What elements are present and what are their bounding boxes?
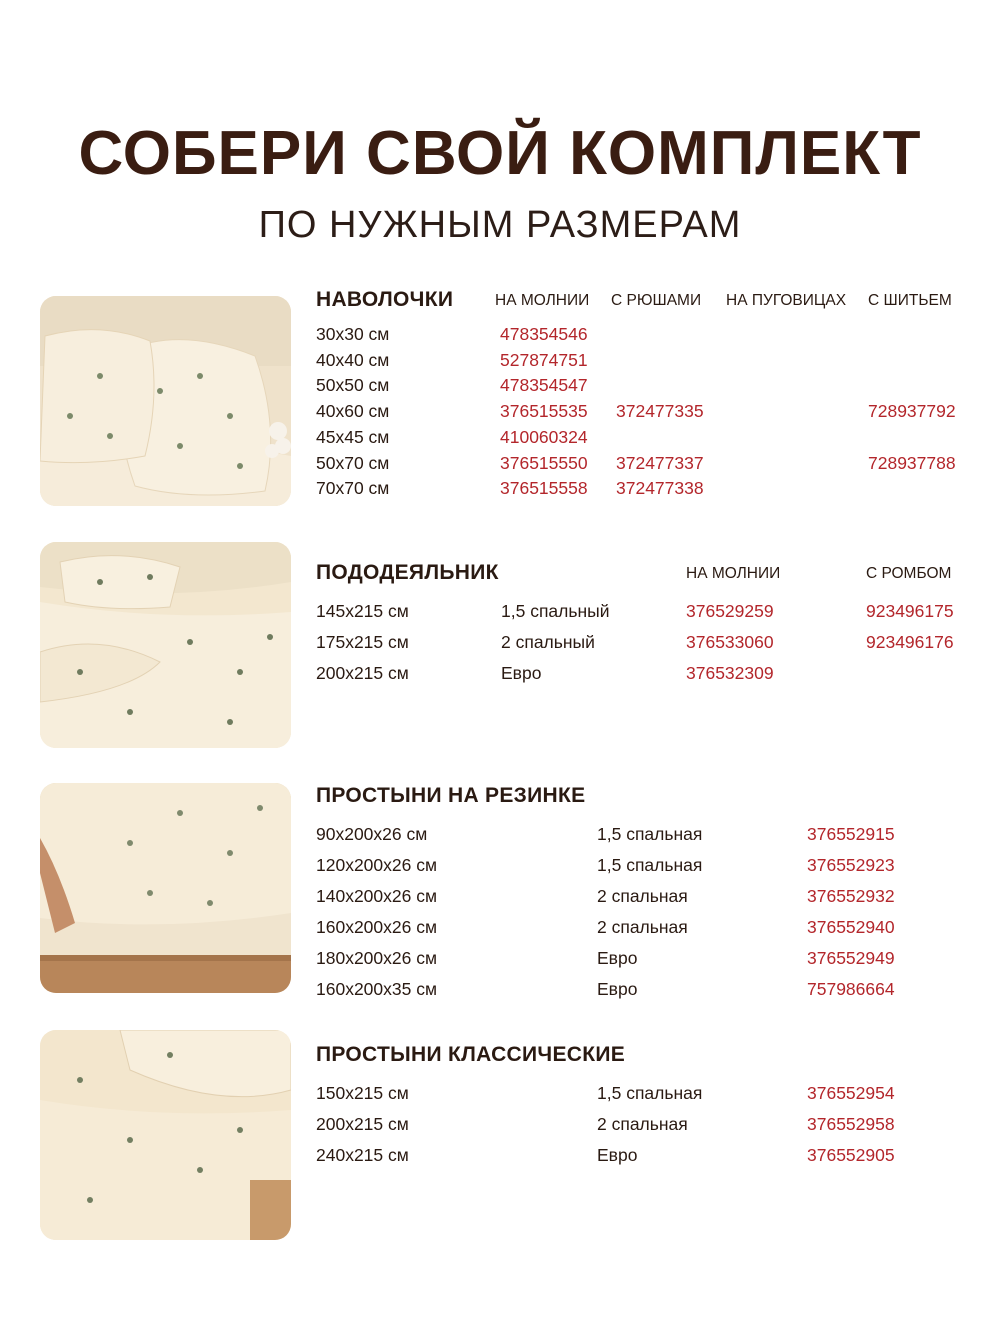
duvet-photo <box>40 542 291 748</box>
size-cell: 50х70 см <box>316 452 390 473</box>
article-code: 372477337 <box>616 452 704 473</box>
article-code: 376552958 <box>807 1114 895 1134</box>
column-header: НА МОЛНИИ <box>686 565 781 582</box>
size-cell: 30х30 см <box>316 324 390 344</box>
article-code: 923496175 <box>866 601 954 621</box>
size-cell: 120х200х26 см <box>316 855 438 875</box>
article-code: 376515535 <box>500 401 588 422</box>
article-code: 376552954 <box>807 1083 895 1103</box>
size-cell: 160х200х35 см <box>316 979 438 999</box>
size-cell: 90х200х26 см <box>316 824 428 844</box>
article-code: 372477338 <box>616 478 704 499</box>
size-cell: 140х200х26 см <box>316 886 438 906</box>
bed-type-cell: Евро <box>501 663 542 683</box>
column-header: С РОМБОМ <box>866 565 952 582</box>
size-cell: 240х215 см <box>316 1145 409 1165</box>
bed-type-cell: 1,5 спальная <box>597 824 703 844</box>
article-code: 923496176 <box>866 632 954 652</box>
section-title: ПРОСТЫНИ НА РЕЗИНКЕ <box>316 784 586 807</box>
column-header: С РЮШАМИ <box>611 292 702 309</box>
article-code: 376533060 <box>686 632 774 652</box>
article-code: 376552905 <box>807 1145 895 1165</box>
pillows-photo <box>40 296 291 506</box>
bed-type-cell: 1,5 спальная <box>597 1083 703 1103</box>
article-code: 372477335 <box>616 401 704 422</box>
bed-type-cell: Евро <box>597 1145 638 1165</box>
size-cell: 150х215 см <box>316 1083 409 1103</box>
size-cell: 200х215 см <box>316 1114 409 1134</box>
article-code: 376515550 <box>500 452 588 473</box>
bed-type-cell: 1,5 спальная <box>597 855 703 875</box>
page-subtitle: ПО НУЖНЫМ РАЗМЕРАМ <box>258 204 742 246</box>
fitted-sheet-photo <box>40 783 291 993</box>
size-cell: 40х60 см <box>316 401 390 422</box>
article-code: 728937792 <box>868 401 956 422</box>
bed-type-cell: 2 спальная <box>597 917 688 937</box>
classic-sheet-photo <box>40 1030 291 1240</box>
article-code: 376552923 <box>807 855 895 875</box>
article-code: 376515558 <box>500 478 588 499</box>
column-header: НА ПУГОВИЦАХ <box>726 292 847 309</box>
article-code: 757986664 <box>807 979 895 999</box>
column-header: НА МОЛНИИ <box>495 292 590 309</box>
article-code: 728937788 <box>868 452 956 473</box>
classic-section <box>316 1043 986 1183</box>
article-code: 376552940 <box>807 917 895 937</box>
size-cell: 175х215 см <box>316 632 409 652</box>
fitted-section <box>316 784 986 1014</box>
size-cell: 45х45 см <box>316 426 390 447</box>
article-code: 478354546 <box>500 324 588 344</box>
size-cell: 160х200х26 см <box>316 917 438 937</box>
article-code: 376529259 <box>686 601 774 621</box>
column-header: С ШИТЬЕМ <box>868 292 952 309</box>
article-code: 410060324 <box>500 426 588 447</box>
size-cell: 50х50 см <box>316 375 390 396</box>
bed-type-cell: Евро <box>597 948 638 968</box>
size-cell: 145х215 см <box>316 601 409 621</box>
size-cell: 70х70 см <box>316 478 390 499</box>
article-code: 527874751 <box>500 349 588 370</box>
size-cell: 200х215 см <box>316 663 409 683</box>
bed-type-cell: Евро <box>597 979 638 999</box>
bed-type-cell: 2 спальный <box>501 632 595 652</box>
article-code: 376552949 <box>807 948 895 968</box>
article-code: 376532309 <box>686 663 774 683</box>
article-code: 376552915 <box>807 824 895 844</box>
pillowcases-section <box>316 288 986 508</box>
section-title: ПОДОДЕЯЛЬНИК <box>316 561 499 584</box>
bed-type-cell: 2 спальная <box>597 1114 688 1134</box>
duvet-section <box>316 561 986 701</box>
section-title: ПРОСТЫНИ КЛАССИЧЕСКИЕ <box>316 1043 626 1066</box>
section-title: НАВОЛОЧКИ <box>316 288 454 311</box>
article-code: 376552932 <box>807 886 895 906</box>
bed-type-cell: 1,5 спальный <box>501 601 610 621</box>
size-cell: 40х40 см <box>316 349 390 370</box>
bed-type-cell: 2 спальная <box>597 886 688 906</box>
size-cell: 180х200х26 см <box>316 948 438 968</box>
article-code: 478354547 <box>500 375 588 396</box>
page-title: СОБЕРИ СВОЙ КОМПЛЕКТ <box>78 119 922 188</box>
